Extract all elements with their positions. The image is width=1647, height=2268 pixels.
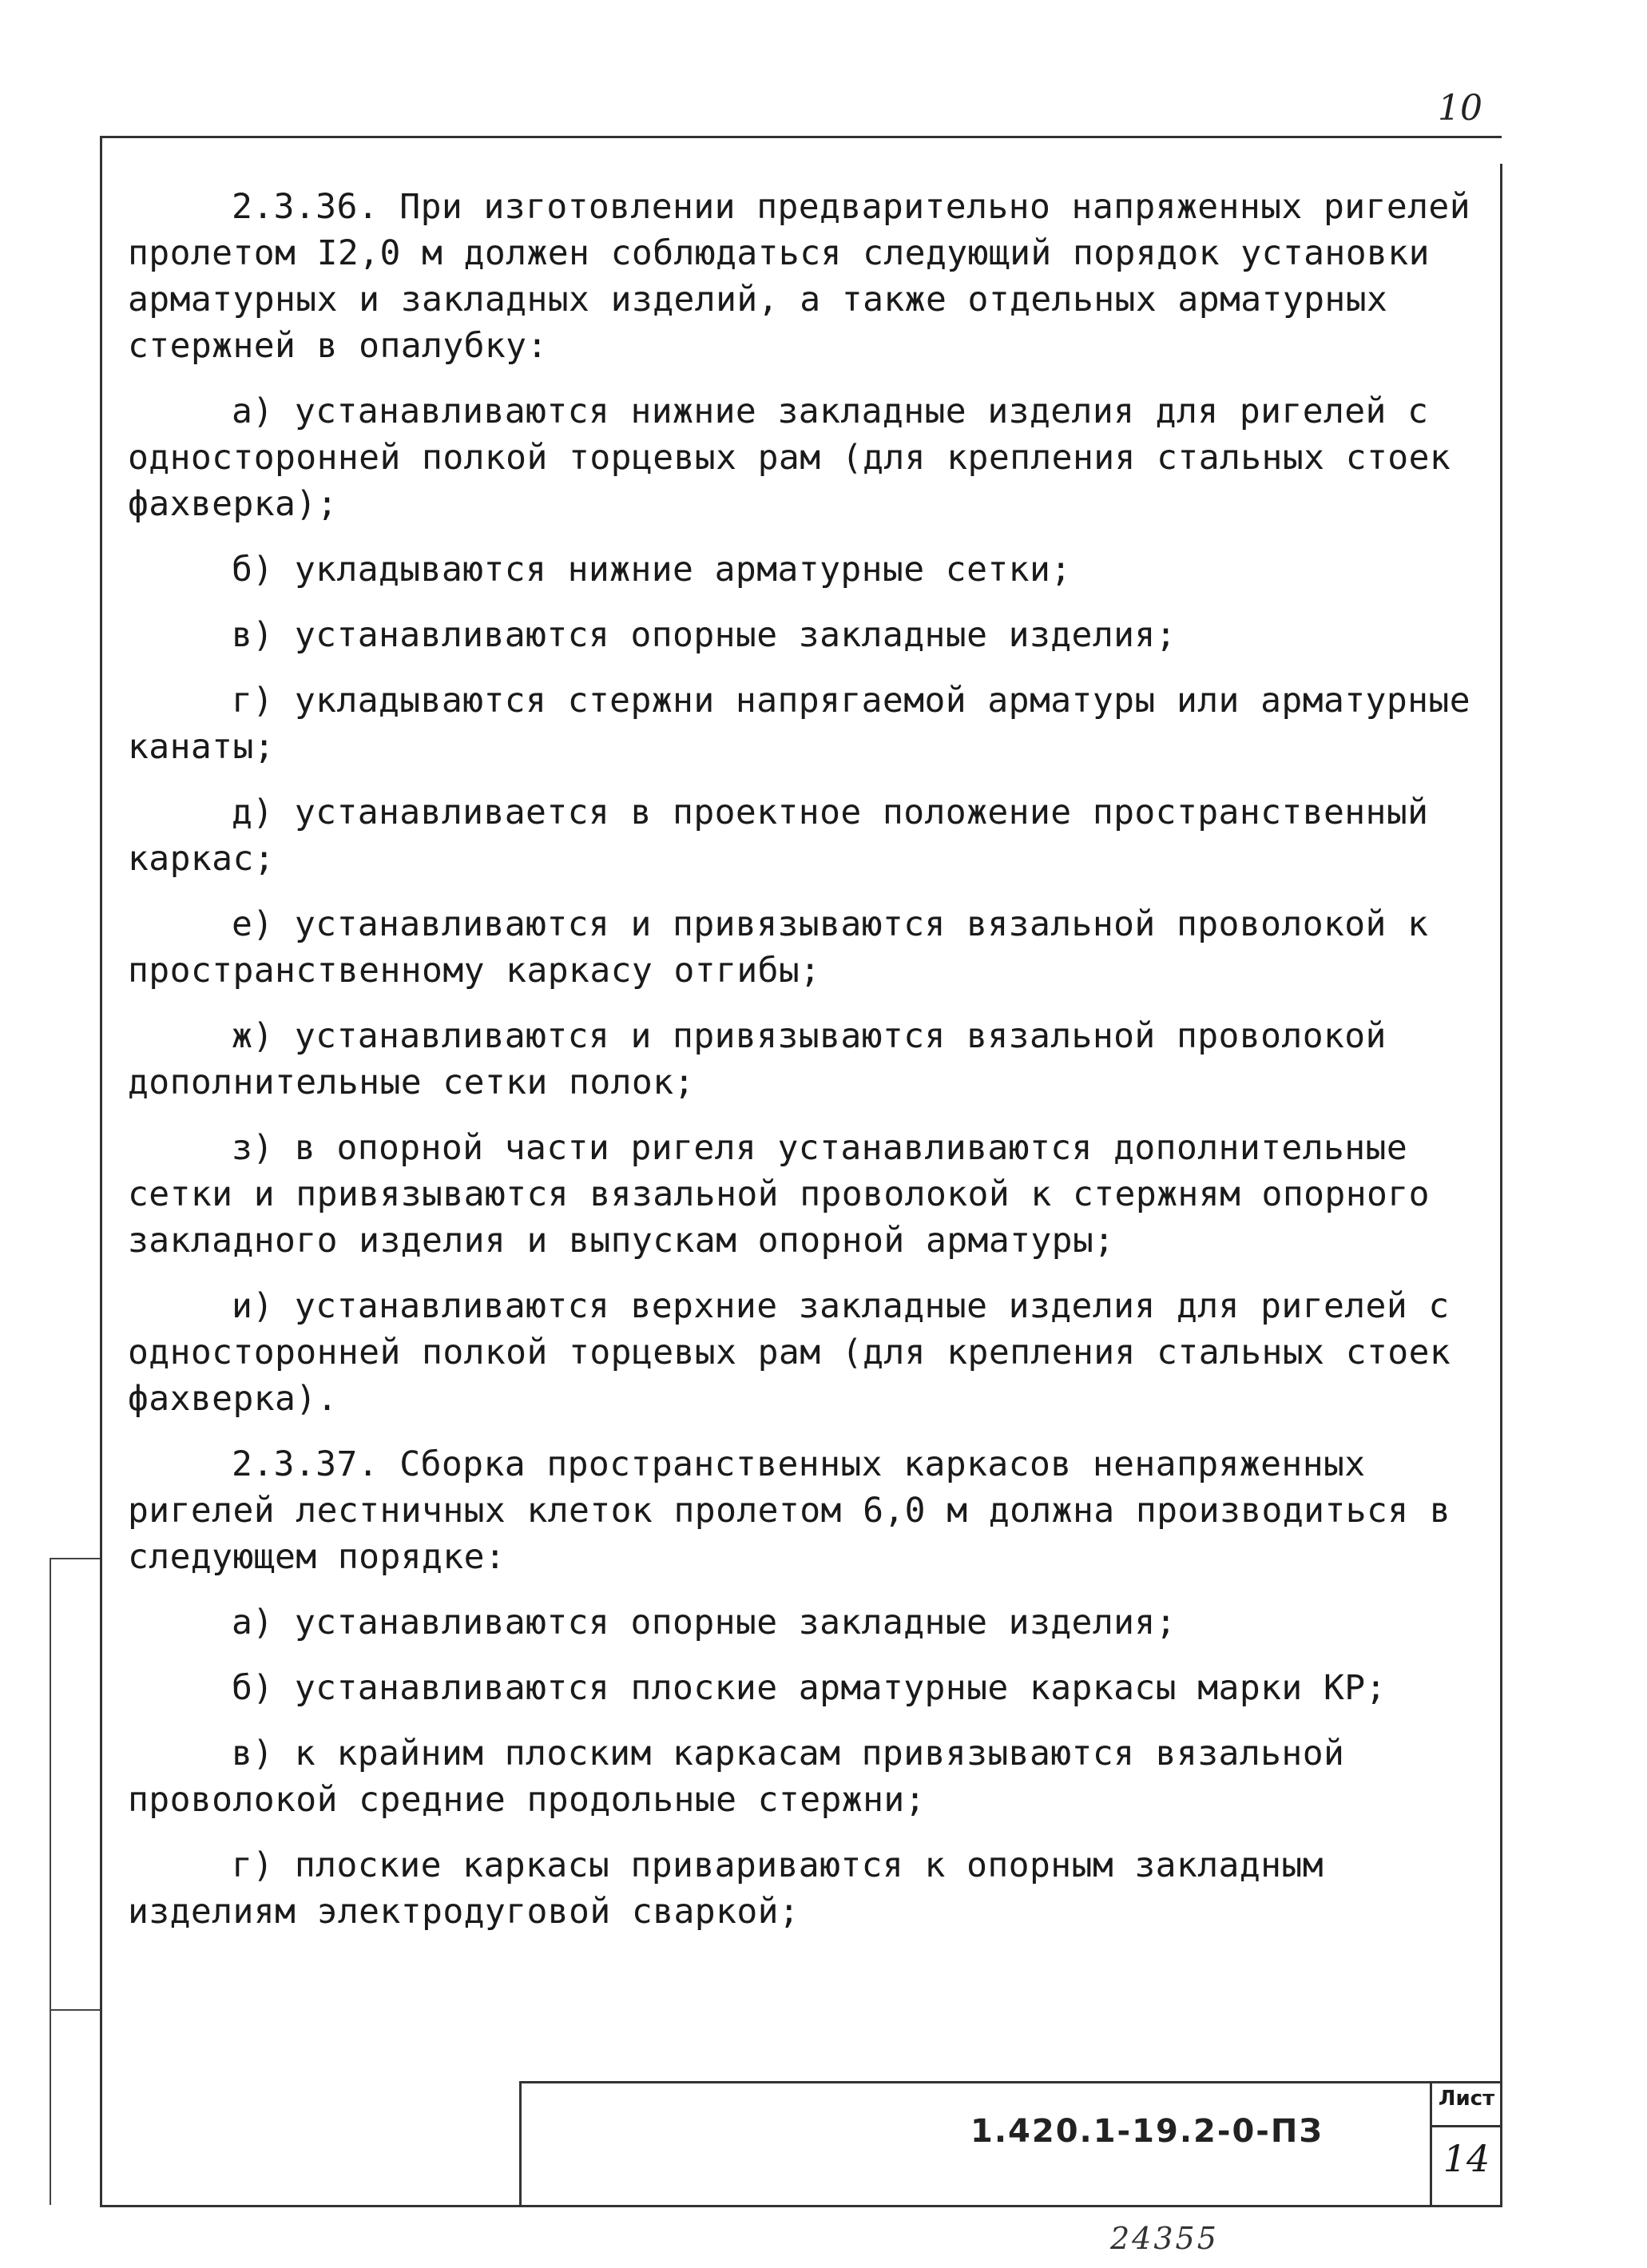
- paragraph: б) укладываются нижние арматурные сетки;: [232, 550, 1072, 590]
- paragraph: з) в опорной части ригеля устанавливаются дополнительные сетки и привязываются вязальной проволокой к стержням опорного закладного изделия и выпускам опорной арматуры;: [128, 1128, 1430, 1261]
- paragraph: в) к крайним плоским каркасам привязываются вязальной проволокой средние продольные стержни;: [128, 1734, 1345, 1820]
- paragraph: а) устанавливаются нижние закладные изделия для ригелей с односторонней полкой торцевых рам (для крепления стальных стоек фахверка);: [128, 391, 1451, 524]
- paragraph: в) устанавливаются опорные закладные изделия;: [232, 615, 1177, 655]
- paragraph: ж) устанавливаются и привязываются вязальной проволокой дополнительные сетки полок;: [128, 1016, 1387, 1102]
- paragraph: а) устанавливаются опорные закладные изделия;: [232, 1603, 1177, 1642]
- frame-right-border: [1500, 164, 1502, 2205]
- sheet-label: Лист: [1438, 2087, 1495, 2111]
- document-body: [128, 184, 1486, 1954]
- binding-divider-bottom: [50, 2009, 100, 2011]
- paragraph: д) устанавливается в проектное положение пространственный каркас;: [128, 792, 1429, 879]
- paragraph: е) устанавливаются и привязываются вязальной проволокой к пространственному каркасу отгибы;: [128, 904, 1429, 991]
- archive-number: 24355: [1110, 2221, 1219, 2256]
- frame-top-border: [100, 136, 1502, 138]
- document-code: 1.420.1-19.2-0-ПЗ: [970, 2113, 1324, 2150]
- sheet-cell-divider: [1430, 2125, 1500, 2127]
- paragraph: г) укладываются стержни напрягаемой арматуры или арматурные канаты;: [128, 681, 1471, 767]
- paragraph: г) плоские каркасы привариваются к опорным закладным изделиям электродуговой сваркой;: [128, 1845, 1324, 1932]
- paragraph: б) устанавливаются плоские арматурные каркасы марки КР;: [232, 1668, 1387, 1708]
- paragraph: 2.3.36. При изготовлении предварительно напряженных ригелей пролетом I2,0 м должен соблюдаться следующий порядок установки арматурных и закладных изделий, а также отдельных арматурных стержней в опалубку:: [128, 187, 1471, 366]
- page-corner-mark: 10: [1438, 88, 1482, 129]
- paragraph: и) устанавливаются верхние закладные изделия для ригелей с односторонней полкой торцевых рам (для крепления стальных стоек фахверка).: [128, 1286, 1451, 1419]
- binding-strip: [50, 1558, 51, 2205]
- binding-divider-top: [50, 1558, 100, 1559]
- frame-left-border: [100, 136, 102, 2205]
- paragraph: 2.3.37. Сборка пространственных каркасов ненапряженных ригелей лестничных клеток пролетом 6,0 м должна производиться в следующем порядке:: [128, 1444, 1451, 1577]
- sheet-number: 14: [1443, 2137, 1490, 2180]
